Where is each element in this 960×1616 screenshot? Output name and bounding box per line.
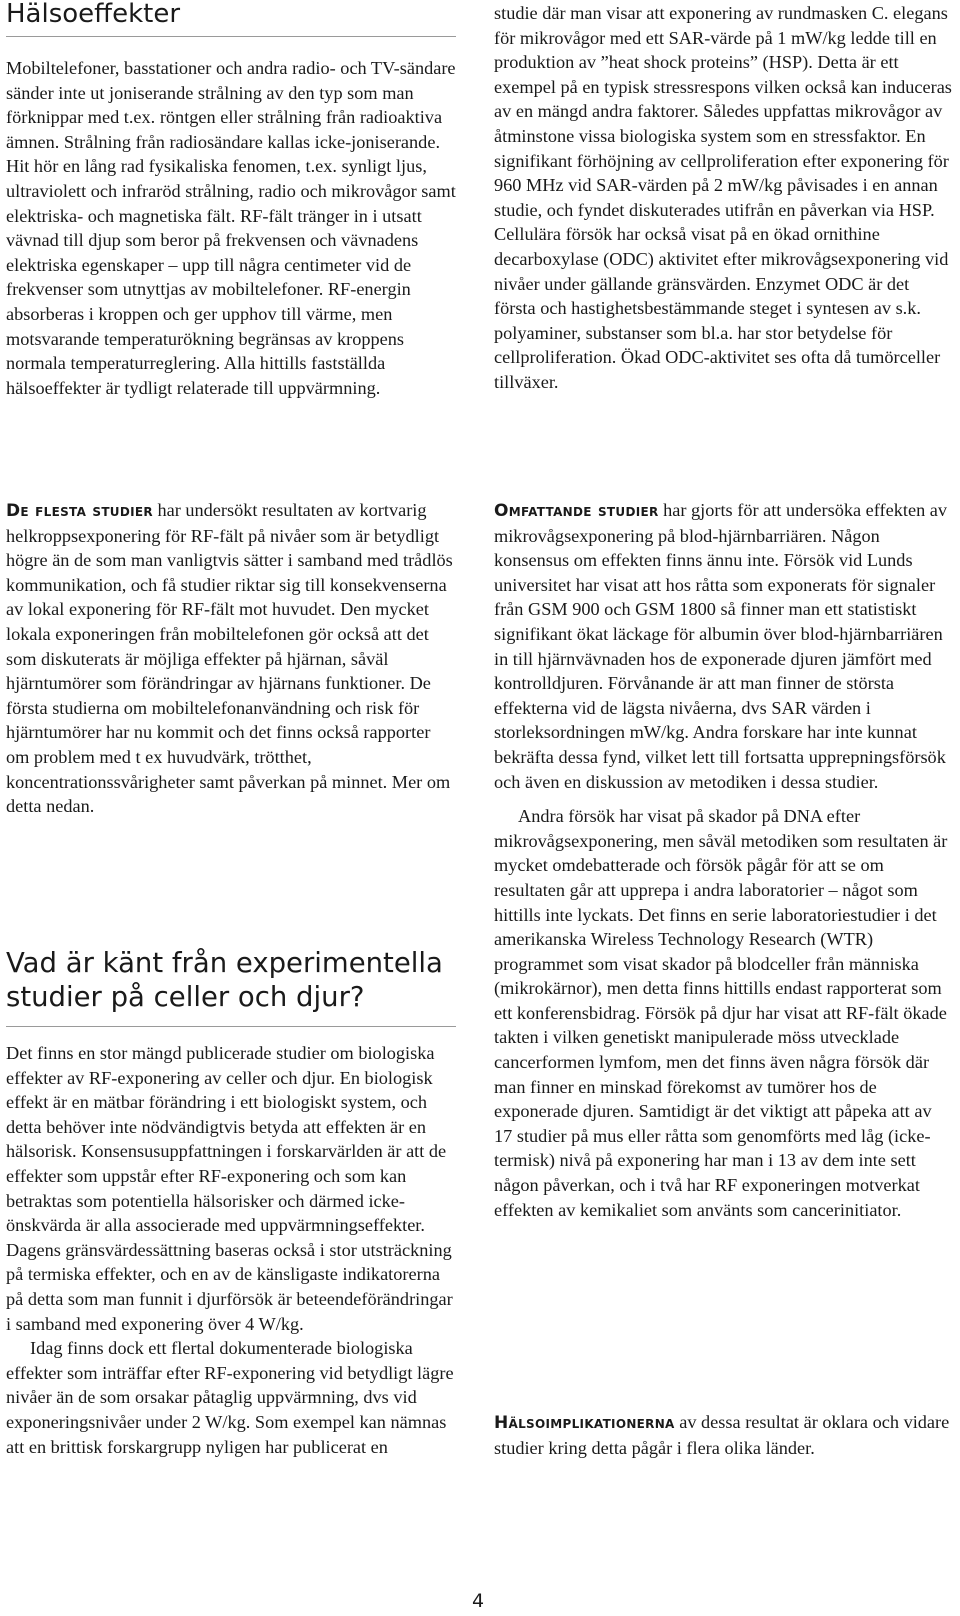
- section-paragraph-1: Det finns en stor mängd publicerade studier om biologiska effekter av RF-exponering av celler och djur. En biologisk effekt är en mätbar förändring i ett biologiskt system, och detta behöver inte nödvändigtvis betyda att effekten är en hälsorisk. Konsensusuppfattningen i forskarvärlden är att de effekter som uppstår efter RF-exponering och som kan betraktas som potentiella hälsorisker och därmed icke-önskvärda är alla associerade med uppvärmningseffekter. Dagens gränsvärdessättning baseras också i stor utsträckning på termiska effekter, och en av de känsligaste indikatorerna på detta som man funnit i djurförsök är beteendeförändringar i samband med exponering över 4 W/kg.: [6, 1043, 453, 1334]
- health-implications-lead: Hälsoimplikationerna: [494, 1413, 675, 1433]
- continued-paragraph: studie där man visar att exponering av rundmasken C. elegans för mikrovågor med ett SAR-värde på 1 mW/kg ledde till en produktion av ”heat shock proteins” (HSP). Detta är ett exempel på en typisk stressrespons vilken också kan induceras av en mängd andra faktorer. Således uppfattas mikrovågor av åtminstone vissa biologiska system som en stressfaktor. En signifikant förhöjning av cellproliferation efter exponering för 960 MHz vid SAR-värden på 2 mW/kg påvisades i en annan studie, och fyndet diskuterades utifrån en påverkan via HSP. Cellulära försök har också visat på en ökad ornithine decarboxylase (ODC) aktivitet efter mikrovågsexponering vid nivåer under gällande gränsvärden. Enzymet ODC är det första och hastighetsbestämmande steget i syntesen av s.k. polyaminer, substanser som bl.a. har stor betydelse för cellproliferation. Ökad ODC-aktivitet ses ofta då tumörceller tillväxer.: [494, 3, 952, 392]
- extensive-studies-block: [494, 498, 954, 1222]
- section-body: [6, 1041, 456, 1459]
- health-implications-text: av dessa resultat är oklara och vidare studier kring detta pågår i flera olika länder.: [494, 1412, 950, 1458]
- dna-paragraph: Andra försök har visat på skador på DNA efter mikrovågsexponering, men såväl metodiken som resultaten är mycket omdebatterade och försök pågår för att se om resultaten går att upprepa i andra laboratorier – något som hittills inte lyckats. Det finns en serie laboratoriestudier i det amerikanska Wireless Technology Research (WTR) programmet som visat skador på blodceller från människa (mikrokärnor), men detta finns hittills endast rapporterat som ett konferensbidrag. Försök på djur har visat att RF-fält ökade takten i vilken genetiskt manipulerade möss utvecklade cancerformen lymfom, men det finns även några försök där man finner en minskad förekomst av tumörer hos de exponerade djuren. Samtidigt är det viktigt att påpeka att av 17 studier på mus eller råtta som genomförts med låg (icke-termisk) nivå på exponering har man i 13 av dem inte sett någon påverkan, och i två har RF exponeringen motverkat effekten av kemikaliet som använts som cancerinitiator.: [494, 806, 948, 1220]
- page-title: Hälsoeffekter: [6, 0, 181, 29]
- health-implications-block: [494, 1410, 954, 1460]
- section-divider: [6, 1026, 456, 1027]
- studies-text: har undersökt resultaten av kortvarig helkroppsexponering för RF-fält på nivåer som är betydligt högre än de som man vanligtvis sätter i samband med trådlös kommunikation, och få studier riktar sig till konsekvenserna av lokal exponering för RF-fält mot huvudet. Den mycket lokala exponeringen från mobiltelefonen gör också att det som diskuterats är möjliga effekter på hjärnan, såväl hjärntumörer som förändringar av hjärnans funktioner. De första studierna om mobiltelefonanvändning och risk för hjärntumörer har nu kommit och det finns också rapporter om problem med t ex huvudvärk, trötthet, koncentrationssvårigheter samt påverkan på minnet. Mer om detta nedan.: [6, 500, 453, 817]
- health-implications-paragraph: [494, 1410, 954, 1460]
- extensive-studies-text: har gjorts för att undersöka effekten av mikrovågsexponering på blod-hjärnbarriären. Någon konsensus om effekten finns ännu inte. Försök vid Lunds universitet har visat att hos råtta som exponerats för signaler från GSM 900 och GSM 1800 så finner man ett statistiskt signifikant ökat läckage för albumin över blod-hjärnbarriären in till hjärnvävnaden hos de exponerade djuren jämfört med kontrolldjuren. Förvånande är att man finner de största effekterna vid de lägsta nivåerna, dvs SAR värden i storleksordningen mW/kg. Andra forskare har inte kunnat bekräfta dessa fynd, vilket lett till fortsatta upprepningsförsök och även en diskussion av metodiken i dessa studier.: [494, 500, 948, 792]
- studies-paragraph: [6, 498, 456, 819]
- studies-lead: De flesta studier: [6, 501, 153, 521]
- section-paragraph-2: Idag finns dock ett flertal dokumenterade biologiska effekter som inträffar efter RF-exponering vid betydligt lägre nivåer än de som orsakar påtaglig uppvärmning, dvs vid exponeringsnivåer under 2 W/kg. Som exempel kan nämnas att en brittisk forskargrupp nyligen har publicerat en: [6, 1338, 454, 1457]
- section-heading: Vad är känt från experimentella studier på celler och djur?: [6, 947, 443, 1013]
- extensive-studies-paragraph: [494, 498, 954, 794]
- studies-paragraph-block: [6, 498, 456, 819]
- title-divider: [6, 36, 456, 37]
- extensive-studies-lead: Omfattande studier: [494, 501, 659, 521]
- page-number: 4: [472, 1590, 485, 1612]
- intro-paragraph: Mobiltelefoner, basstationer och andra radio- och TV-sändare sänder inte ut joniserande strålning av den typ som man förknippar med t.ex. röntgen eller strålning från radioaktiva ämnen. Strålning från radiosändare kallas icke-joniserande. Hit hör en lång rad fysikaliska fenomen, t.ex. synligt ljus, ultraviolett och infraröd strålning, radio och mikrovågor samt elektriska- och magnetiska fält. RF-fält tränger in i utsatt vävnad till djup som beror på frekvensen och vävnadens elektriska egenskaper – upp till några centimeter vid de frekvenser som utnyttjas av mobiltelefoner. RF-energin absorberas i kroppen och ger upphov till värme, men motsvarande temperaturökning begränsas av kroppens normala temperaturreglering. Alla hittills fastställda hälsoeffekter är tydligt relaterade till uppvärmning.: [6, 58, 456, 398]
- intro-paragraph-block: [6, 56, 456, 400]
- continued-paragraph-block: [494, 1, 954, 395]
